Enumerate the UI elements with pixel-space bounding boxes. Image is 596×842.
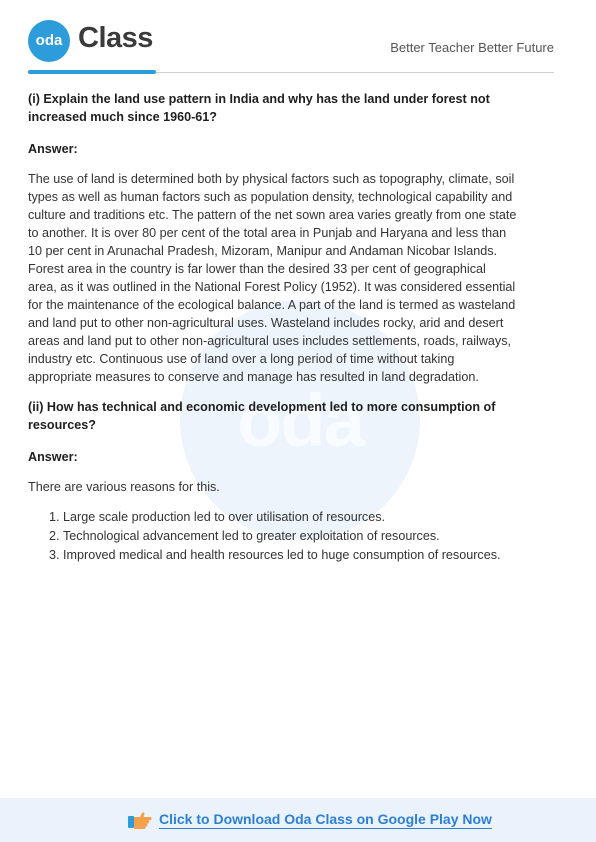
download-cta[interactable] <box>128 808 492 832</box>
list-item: 1. Large scale production led to over utilisation of resources. <box>63 508 518 526</box>
page-header <box>28 18 554 76</box>
logo-icon: oda <box>28 20 70 62</box>
question-1: (i) Explain the land use pattern in India and why has the land under forest not increased much since 1960-61? <box>28 92 490 124</box>
download-link[interactable]: Click to Download Oda Class on Google Play Now <box>159 811 492 827</box>
answer-2-label: Answer: <box>28 450 78 464</box>
answer-2-list <box>28 508 518 564</box>
answer-2-intro: There are various reasons for this. <box>28 480 220 494</box>
watermark-text: oda <box>237 379 363 462</box>
logo-wordmark: Class <box>78 22 153 54</box>
header-accent-bar <box>28 70 156 74</box>
download-banner <box>0 798 596 842</box>
list-item: 3. Improved medical and health resources led to huge consumption of resources. <box>63 546 518 564</box>
answer-1-text: The use of land is determined both by physical factors such as topography, climate, soil types as well as human factors such as population density, technological capability and culture and traditions etc. The pattern of the net sown area varies greatly from one state to another. It is over 80 per cent of the total area in Punjab and Haryana and less than 10 per cent in Arunachal Pradesh, Mizoram, Manipur and Andaman Nicobar Islands. Forest area in the country is far lower than the desired 33 per cent of geographical area, as it was outlined in the National Forest Policy (1952). It was considered essential for the maintenance of the ecological balance. A part of the land is termed as wasteland and land put to other non-agricultural uses. Wasteland includes rocky, arid and desert areas and land put to other non-agricultural uses includes settlements, roads, railways, industry etc. Continuous use of land over a long period of time without taking appropriate measures to conserve and manage has resulted in land degradation. <box>28 172 517 384</box>
tagline: Better Teacher Better Future <box>390 40 554 55</box>
pointing-hand-icon <box>128 809 152 831</box>
question-2: (ii) How has technical and economic development led to more consumption of resources? <box>28 400 496 432</box>
list-item: 2. Technological advancement led to greater exploitation of resources. <box>63 527 518 545</box>
page-content <box>28 90 518 565</box>
answer-1-label: Answer: <box>28 142 78 156</box>
